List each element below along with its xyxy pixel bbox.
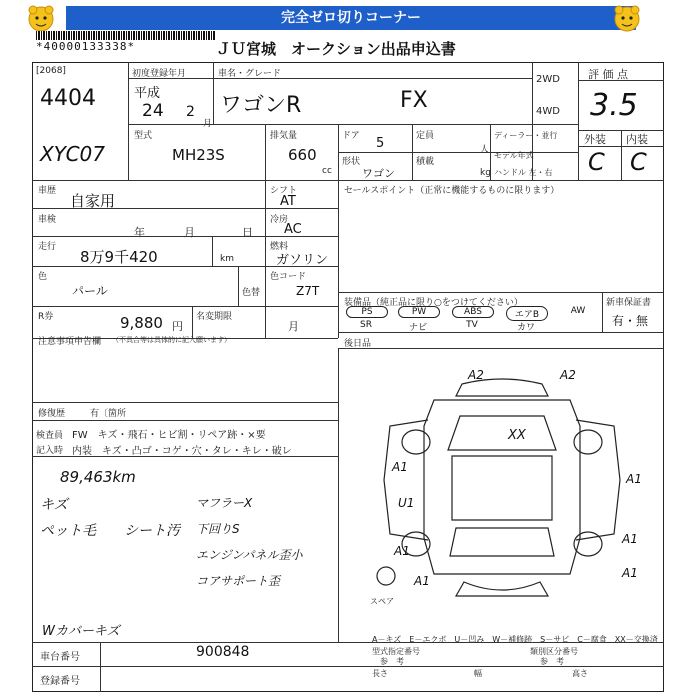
loading-label: 積載 [416, 157, 435, 167]
rating-value: 3.5 [590, 88, 638, 123]
displacement-label: 排気量 [270, 131, 298, 141]
mark-a1-rear-left: A1 [414, 574, 430, 588]
color-code-value: Z7T [296, 284, 320, 298]
repair-label: 修復歴 [38, 409, 66, 419]
mileage-label: 走行 [38, 242, 57, 252]
entry-label: 記入時 [36, 446, 64, 456]
aircon-value: AC [284, 222, 302, 237]
recycle-value: 9,880 [120, 314, 163, 332]
mark-a1-right-rear: A1 [622, 532, 638, 546]
equip-sr: SR [360, 320, 372, 330]
form-title: ＪＵ宮城 オークション出品申込書 [216, 40, 456, 58]
class-label: 類別区分番号 [530, 647, 578, 656]
first-reg-label: 初度登録年月 [132, 69, 187, 79]
note-pet: ペット毛 [40, 523, 96, 539]
history-label: 車歴 [38, 186, 57, 196]
car-name: ワゴンR [220, 93, 302, 118]
equip-aw: AW [570, 306, 586, 316]
cc-unit: cc [322, 166, 332, 176]
dealer-label: ディーラー・並行 [494, 131, 558, 140]
exterior-label: 外装 [584, 133, 606, 146]
note-seat: シート汚 [124, 523, 180, 539]
inspector-list: FW キズ・飛石・ヒビ割・リペア跡・×要 [72, 430, 266, 441]
km-unit: km [220, 254, 234, 264]
name-change-month: 月 [288, 320, 299, 333]
equip-leather: カワ [516, 323, 535, 333]
model-year-label: モデル年式 [494, 151, 534, 160]
shift-value: AT [280, 194, 296, 209]
note-scratch: キズ [40, 497, 68, 513]
warranty-label: 新車保証書 [606, 298, 652, 308]
first-reg-month: 2 [186, 104, 195, 120]
kg-unit: kg [480, 168, 491, 178]
repair-value: 有〔箇所 [90, 409, 127, 419]
2wd-label: 2WD [536, 74, 560, 85]
mileage-value: 8万9千420 [80, 248, 158, 266]
interior-value: C [630, 148, 647, 176]
mark-a1-right-front: A1 [626, 472, 642, 486]
mark-a2-left: A2 [468, 368, 484, 382]
length-label: 長さ [372, 669, 388, 678]
chassis-value: 900848 [196, 644, 250, 660]
lot-code: [2068] [36, 66, 66, 76]
4wd-label: 4WD [536, 106, 560, 117]
color-label: 色 [38, 272, 48, 282]
model-value: MH23S [172, 146, 225, 164]
capacity-label: 定員 [416, 131, 435, 141]
diagram-xx-mark: XX [508, 428, 526, 443]
cert-ref: 参 考 [380, 657, 404, 666]
door-label: ドア [342, 131, 360, 141]
insp-day-unit: 日 [242, 226, 253, 239]
color-code-label: 色コード [270, 272, 307, 282]
exterior-value: C [588, 148, 605, 176]
class-ref: 参 考 [540, 657, 564, 666]
aircon-label: 冷房 [270, 215, 289, 225]
equip-abs: ABS [452, 306, 494, 318]
registration-label: 登録番号 [40, 676, 80, 687]
sales-point-label: セールスポイント（正常に機能するものに限ります） [344, 186, 560, 196]
mark-u1: U1 [398, 496, 415, 510]
mascot-right-icon [612, 4, 642, 34]
fuel-label: 燃料 [270, 242, 289, 252]
chassis-label: 車台番号 [40, 652, 80, 663]
mark-a1-rear-right: A1 [622, 566, 638, 580]
first-reg-year: 24 [142, 101, 164, 121]
interior-label: 内装 [626, 133, 648, 146]
shift-label: シフト [270, 186, 298, 196]
warranty-value: 有・無 [612, 314, 649, 328]
model-label: 型式 [134, 131, 153, 141]
repaint-label: 色替 [242, 288, 261, 298]
note-core: コアサポート歪 [196, 574, 281, 588]
notes-sub: （不具合等は具体的に記入願います） [112, 336, 231, 344]
equip-tv: TV [466, 320, 478, 330]
month-unit: 月 [203, 119, 213, 129]
shape-value: ワゴン [362, 167, 395, 180]
fuel-value: ガソリン [276, 253, 329, 268]
car-diagram [344, 360, 660, 630]
equip-ps: PS [346, 306, 388, 318]
note-code: XYC07 [40, 142, 105, 166]
equip-airbag: エアB [506, 306, 548, 321]
note-cover: Wカバーキズ [42, 624, 120, 639]
color-value: パール [72, 284, 108, 298]
insp-year-unit: 年 [134, 226, 145, 239]
door-value: 5 [376, 136, 385, 151]
notes-label: 注意事項申告欄 [38, 337, 102, 347]
displacement-value: 660 [288, 146, 317, 164]
equipment-label: 装備品（純正品に限り○をつけてください） [344, 298, 523, 308]
mark-a2-right: A2 [560, 368, 576, 382]
inspector-label: 検査員 [36, 431, 64, 441]
equip-pw: PW [398, 306, 440, 318]
mark-a1-left-front: A1 [392, 460, 408, 474]
mascot-left-icon [26, 4, 56, 34]
odometer-note: 89,463km [60, 468, 136, 486]
barcode-text: *40000133338* [36, 40, 136, 53]
name-change-label: 名変期限 [196, 312, 233, 322]
note-under: 下回りS [196, 522, 240, 536]
car-grade: FX [400, 88, 428, 113]
interior-list: 内装 キズ・凸ゴ・コゲ・穴・タレ・キレ・破レ [72, 446, 292, 457]
cert-label: 型式指定番号 [372, 647, 420, 656]
equip-navi: ナビ [408, 323, 427, 333]
lot-number: 4404 [40, 86, 96, 111]
damage-legend: A－キズ E－エクボ U－凹み W－補修跡 S－サビ C－腐食 XX－交換済 [372, 635, 658, 644]
spare-label: スペア [370, 597, 394, 606]
note-engine: エンジンパネル歪小 [196, 548, 303, 562]
rear-item-label: 後日品 [344, 339, 372, 349]
note-muffler: マフラーX [196, 496, 253, 510]
mark-a1-left-rear: A1 [394, 544, 410, 558]
inspection-label: 車検 [38, 215, 57, 225]
banner: 完全ゼロ切りコーナー [66, 6, 636, 30]
handle-label: ハンドル 左・右 [494, 168, 553, 177]
era: 平成 [134, 86, 161, 101]
width-label: 幅 [474, 669, 482, 678]
recycle-label: R券 [38, 312, 54, 322]
insp-month-unit: 月 [184, 226, 195, 239]
rating-label: 評 価 点 [588, 68, 628, 81]
car-name-label: 車名・グレード [218, 69, 282, 79]
barcode [36, 31, 216, 40]
history-value: 自家用 [70, 192, 116, 210]
yen-unit: 円 [172, 320, 183, 333]
person-unit: 人 [480, 145, 490, 155]
height-label: 高さ [572, 669, 588, 678]
shape-label: 形状 [342, 157, 361, 167]
